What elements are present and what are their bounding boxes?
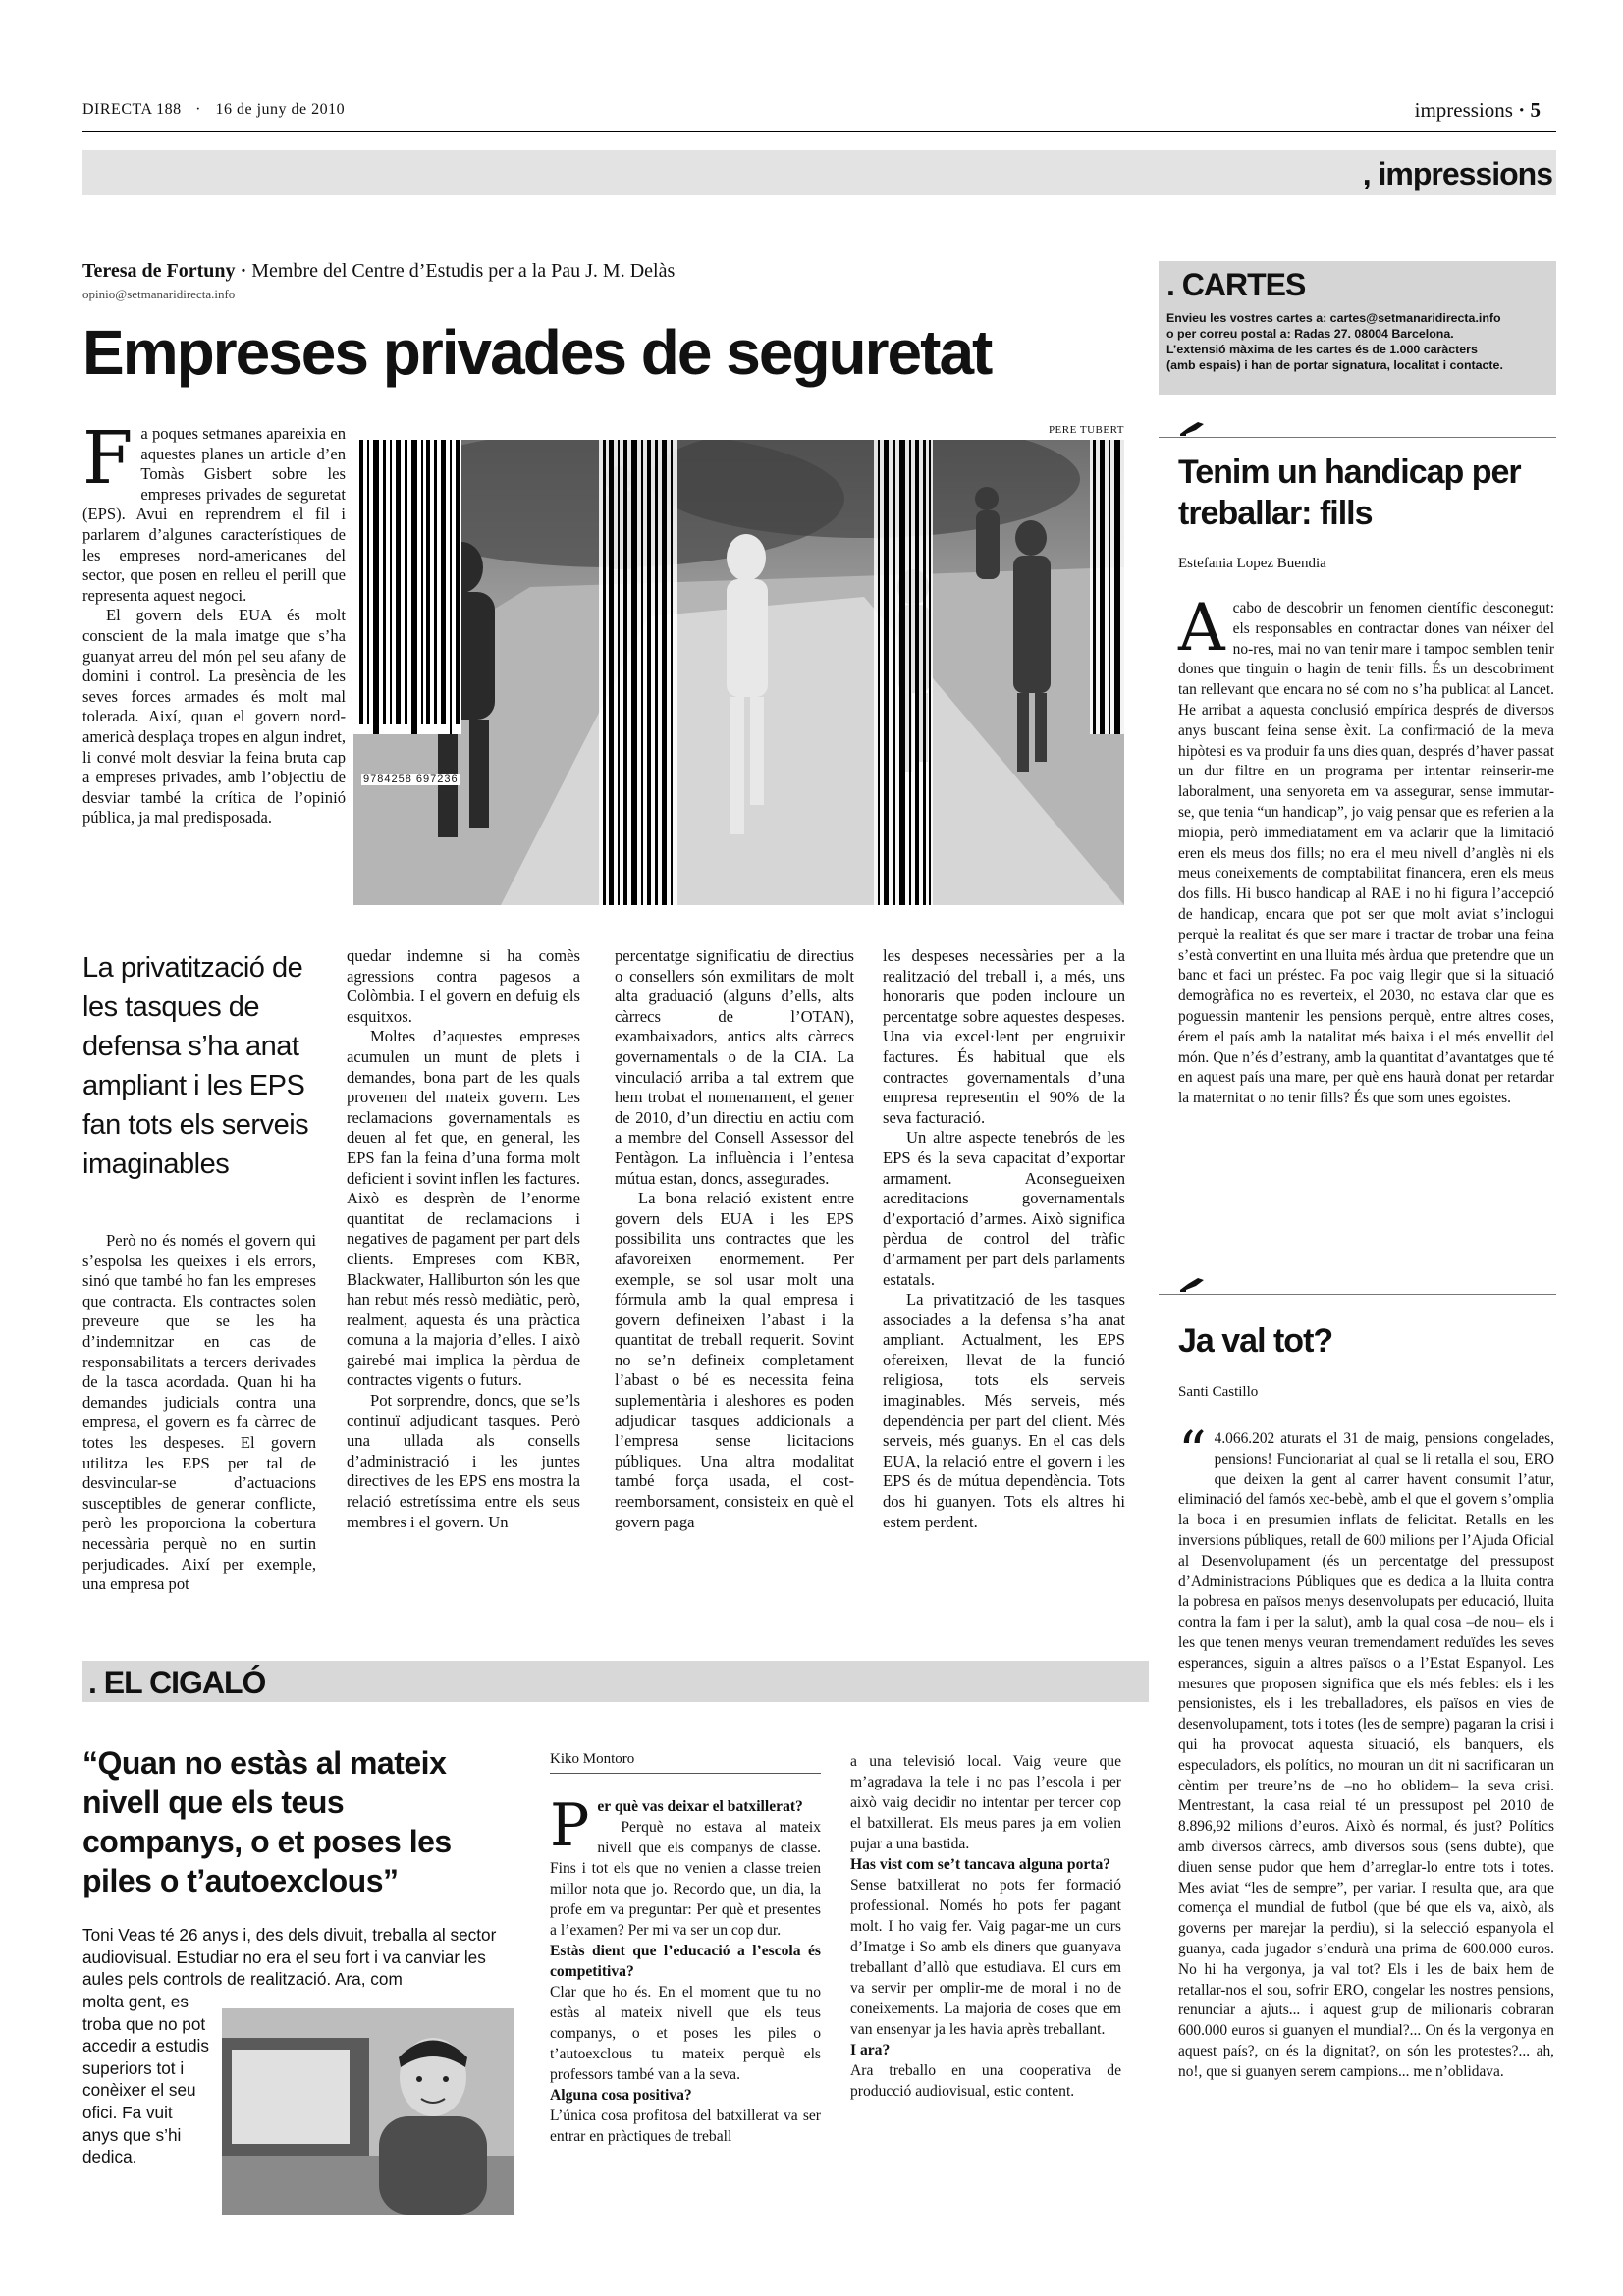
article-column-1 — [82, 416, 346, 828]
paragraph: Pot sorprendre, doncs, que se’ls continuï adjudicant tasques. Però una ullada als consells d’administració i les juntes directives de les EPS ens mostra la relació estretíssima entre els seus membres i el govern. Un — [347, 1391, 580, 1531]
drop-cap: A — [1178, 590, 1225, 666]
interview-column-1 — [550, 1791, 821, 2147]
paragraph: percentatge significatiu de directius o consellers són exmilitars de molt alta graduació (alguns d’ells, alts càrrecs de l’OTAN), exambaixadors, antics alts càrrecs governamentals o de la CIA. La vinculació arriba a tal extrem que hem trobat el nomenament, el gener de 2010, d’un directiu en actiu com a membre del Consell Assessor del Pentàgon. La influència i l’entesa mútua estan, doncs, assegurades. — [615, 946, 854, 1188]
interview-answer: a una televisió local. Vaig veure que m’agradava la tele i no pas l’escola i per això vaig decidir no intentar per tercer cop el batxillerat. Els meus pares ja em volien pujar a una bastida. — [850, 1753, 1121, 1852]
pen-icon — [1178, 418, 1206, 438]
photo-credit: PERE TUBERT — [1048, 424, 1124, 436]
paragraph: a poques setmanes apareixia en aquestes planes un article d’en Tomàs Gisbert sobre les empreses privades de seguretat (EPS). Avui en reprendrem el fil i parlarem d’algunes característiques de les empreses nord-americanes del sector, que posen en relleu el perill que representa aquest negoci. — [82, 424, 346, 605]
page-folio: impressions · 5 — [1414, 98, 1541, 122]
paragraph: quedar indemne si ha comès agressions contra pagesos a Colòmbia. I el govern en defuig els esquitxos. — [347, 946, 580, 1026]
interview-answer: Sense batxillerat no pots fer formació professional. Només ho pots fer pagant molt. I ho vaig fer. Vaig pagar-me un curs d’Imatge i So amb els diners que guanyava treballant d’allò que estudiava. El curs em va servir per omplir-me de moral i no de coneixements. La majoria de coses que em van ensenyar ja les havia après treballant. — [850, 1877, 1121, 2038]
interview-answer: Perquè no estava al mateix nivell que els companys de classe. Fins i tot els que no venien a classe treien millor nota que jo. Recordo que, un dia, la profe em va preguntar: Per què et presentes a l’examen? Per mi va ser un cop dur. — [550, 1819, 821, 1939]
author-name: Teresa de Fortuny — [82, 260, 236, 282]
cigalo-intro: Toni Veas té 26 anys i, des dels divuit, treballa al sector audiovisual. Estudiar no era el seu fort i va canviar les aules pels controls de realització. Ara, com — [82, 1925, 497, 1990]
interview-answer: Clar que ho és. En el moment que tu no estàs al mateix nivell que els teus companys, o et poses les piles o t’autoexclous tu mateix perquè els professors també van a la seva. — [550, 1984, 821, 2083]
interview-question: Alguna cosa positiva? — [550, 2087, 692, 2104]
letter-2-body — [1178, 1420, 1554, 2083]
barcode-number: 9784258 697236 — [363, 774, 459, 785]
paragraph: Però no és només el govern qui s’espolsa les queixes i els errors, sinó que també ho fan les empreses que contracta. Els contractes solen preveure que se les ha d’indemnitzar en cas de responsabilitats a tercers derivades de la tasca acordada. Quan hi ha demandes judicials contra una empresa, el govern es fa càrrec de totes les despeses. El govern utilitza les EPS per tal de desvincular-se d’actuacions susceptibles de generar conflicte, però les proporciona la cobertura necessària perquè no en surtin perjudicades. Així per exemple, una empresa pot — [82, 1231, 316, 1594]
author-role: Membre del Centre d’Estudis per a la Pau J. M. Delàs — [251, 260, 676, 282]
cigalo-intro-side: molta gent, es troba que no pot accedir a estudis superiors tot i conèixer el seu ofici. Fa vuit anys que s’hi dedica. — [82, 1992, 209, 2167]
article-column-2 — [347, 946, 580, 1532]
article-column-4 — [883, 946, 1125, 1532]
interview-answer: L’única cosa profitosa del batxillerat va ser entrar en pràctiques de treball — [550, 2108, 821, 2145]
letter-2-title: Ja val tot? — [1178, 1322, 1333, 1360]
drop-cap: P — [550, 1791, 590, 1860]
paragraph: El govern dels EUA és molt conscient de la mala imatge que s’ha guanyat arreu del món pel seu afany de domini i control. La presència de les seves forces armades és molt mal tolerada. Així, quan el govern nord-americà desplaça tropes en algun indret, li convé molt desviar la feina bruta cap a empreses privades, amb l’objectiu de desviar també la crítica de l’opinió pública, ja mal predisposada. — [82, 606, 346, 828]
section-banner — [82, 150, 1556, 195]
drop-cap: F — [82, 416, 134, 501]
article-column-1-continued — [82, 1231, 316, 1595]
paragraph: Moltes d’aquestes empreses acumulen un munt de plets i demandes, bona part de les quals provenen del mateix govern. Les reclamacions governamentals es deuen al fet que, en general, les EPS fan la feina d’una forma molt deficient i sovint inflen les factures. Això es desprèn de l’enorme quantitat de reclamacions i negatives de pagament per part dels clients. Empreses com KBR, Blackwater, Halliburton són les que han rebut més ressò mediàtic, però, realment, aquesta és una pràctica comuna a la majoria d’elles. I això gairebé mai implica la pèrdua de contractes vigents o futurs. — [347, 1027, 580, 1390]
interview-answer: Ara treballo en una cooperativa de producció audiovisual, estic content. — [850, 2062, 1121, 2100]
interview-column-2 — [850, 1751, 1121, 2102]
article-column-3 — [615, 946, 854, 1532]
photo-illustration — [353, 440, 1124, 905]
interview-question: Estàs dient que l’educació a l’escola és competitiva? — [550, 1943, 821, 1980]
folio-page-number: 5 — [1530, 98, 1541, 122]
section-banner-title: , impressions — [1362, 156, 1552, 191]
cartes-box — [1159, 261, 1556, 395]
cigalo-title: . EL CIGALÓ — [88, 1665, 266, 1700]
issue-date: 16 de juny de 2010 — [215, 101, 346, 118]
paragraph: Un altre aspecte tenebrós de les EPS és la seva capacitat d’exportar armament. Aconsegueixen acreditacions governamentals d’exportació d’armes. Això significa pèrdua de control del tràfic d’armament per part dels parlaments estatals. — [883, 1128, 1125, 1289]
folio-section: impressions — [1414, 98, 1513, 122]
paragraph: cabo de descobrir un fenomen científic desconegut: els responsables en contractar dones van néixer del no-res, mai no van tenir mare i tampoc semblen tenir dones que tinguin o hagin de tenir fills. És un descobriment tan rellevant que encara no sé com no s’ha publicat al Lancet. He arribat a aquesta conclusió empírica després de diversos anys buscant feina sense èxit. La confirmació de la meva hipòtesi es va produir fa uns dies quan, després d’haver passat un dur filtre en un programa per intentar reinserir-me laboralment, una senyoreta em va assegurar, sense immutar-se, que tenia “un handicap”, jo vaig pensar que es referien a la miopia, però immediatament em va aclarir que la limitació eren els meus dos fills; no era el meu nivell d’anglès ni els meus coneixements de comptabilitat financera, eren els meus dos fills. Hi busco handicap al RAE i no hi figura l’accepció de handicap, encara que pot ser que molt aviat s’inclogui perquè la realitat és que ser mare i tractar de trobar una feina s’està convertint en una lluita més àrdua que pretendre que un banc et faci un préstec. Fa poc vaig llegir que si la situació demogràfica no es reverteix, el 2030, no estava clar que es poguessin mantenir les pensions perquè, entre altres coses, érem el país amb la natalitat més baixa i el més envellit del món. Que n’és d’estrany, amb la quantitat d’avantatges que té en aquest país una mare, per què ens haurà donat per retardar la maternitat o no tenir fills? És que som unes egoistes. — [1178, 600, 1554, 1107]
paragraph: La bona relació existent entre govern dels EUA i les EPS possibilita uns contractes que les afavoreixen enormement. Per exemple, se sol usar molt una fórmula amb la qual empresa i govern defineixen l’abast i la quantitat de treball requerit. Sovint no se’n defineix completament l’abast o bé es necessita feina suplementària i aleshores es poden adjudicar tasques addicionals a l’empresa sense licitacions públiques. Una altra modalitat també força usada, el cost-reemborsament, consisteix en què el govern paga — [615, 1189, 854, 1531]
interviewee-photo — [222, 2008, 514, 2215]
letter-1-title: Tenim un handicap per treballar: fills — [1178, 454, 1521, 532]
cartes-title: . CARTES — [1166, 267, 1306, 302]
paragraph: les despeses necessàries per a la realització del treball i, a més, uns honoraris que poden incloure un percentatge sobre aquestes despeses. Una via excel·lent per engruixir factures. És habitual que els contractes governamentals d’una empresa representin el 90% de la seva facturació. — [883, 946, 1125, 1127]
issue-info: DIRECTA 188 · 16 de juny de 2010 — [82, 101, 346, 118]
author-email[interactable]: opinio@setmanaridirecta.info — [82, 287, 236, 301]
article-photo — [353, 440, 1124, 905]
quote-mark: “ — [1178, 1420, 1207, 1484]
byline: Teresa de Fortuny · Membre del Centre d’Estudis per a la Pau J. M. Delàs — [82, 260, 676, 282]
article-title: Empreses privades de seguretat — [82, 317, 992, 388]
letter-1-author: Estefania Lopez Buendia — [1178, 556, 1326, 571]
letter-2-author: Santi Castillo — [1178, 1384, 1259, 1400]
cigalo-author: Kiko Montoro — [550, 1751, 635, 1767]
portrait-illustration — [222, 2008, 514, 2215]
pen-icon — [1178, 1274, 1206, 1294]
cartes-info: Envieu les vostres cartes a: cartes@setmanaridirecta.info o per correu postal a: Radas 27. 08004 Barcelona. L’extensió màxima de les cartes és de 1.000 caràcters (amb espais) i han de portar signatura, localitat i contacte. — [1166, 311, 1503, 372]
cigalo-headline: “Quan no estàs al mateix nivell que els teus companys, o et poses les piles o t’autoexclous” — [82, 1745, 452, 1898]
issue-number: DIRECTA 188 — [82, 101, 182, 118]
paragraph: 4.066.202 aturats el 31 de maig, pensions congelades, pensions! Funcionariat al qual se li retalla el sou, ERO que deixen la gent al carrer havent consumit l’atur, eliminació del famós xec-bebè, amb el que el govern s’omplia la boca i en presumien inflats de felicitat. Retalls en les inversions públiques, retall de 600 milions per l’Ajuda Oficial al Desenvolupament (és un percentatge del pressupost d’Administracions Públiques que es dedica a la lluita contra la pobresa en països menys desenvolupats per educació, lluita contra la fam i per la salut), amb la qual cosa –de nou– els i les que tenen menys veuran tremendament reduïdes les seves esperances, siguin a altres països o a l’Estat Espanyol. Les mesures que proposen significa que els més febles: els i les pensionistes, els i les treballadores, els països en vies de desenvolupament, tots i totes (les de sempre) pagaran la crisi i qui ha provocat aquesta situació, els banquers, els especuladors, els polítics, no mouran un dit ni sacrificaran un cèntim per treure’ns de –no ho oblidem– la seva crisi. Mentrestant, la casa reial té un pressupost pel 2010 de 8.896,92 milions d’euros. Això és normal, és just? Polítics amb diversos càrrecs, amb diversos sous (sens dubte), que diuen sense pudor que hem d’arreglar-lo entre tots i totes. Mes aviat “les de sempre”, per variar. I resulta que, ara que comença el mundial de futbol (que bé que els va, això, als governs per marejar la perdiu), si la selecció espanyola el guanya, cada jugador s’endurà una prima de 600.000 euros. No hi ha vergonya, ja val tot? Els i les de baix hem de retallar-nos el sou, sofrir ERO, congelar les nostres pensions, renunciar a ajuts... i aquest grup de milionaris cobraran 600.000 euros si guanyen el mundial?... On és la vergonya en aquest país?, on és la dignitat?, on són les protestes?... ah, no!, que si guanyen serem campions... me n’oblidava. — [1178, 1430, 1554, 2080]
interview-question: er què vas deixar el batxillerat? — [597, 1798, 803, 1815]
pull-quote: La privatització de les tasques de defensa s’ha anat ampliant i les EPS fan tots els serveis imaginables — [82, 952, 309, 1180]
paragraph: La privatització de les tasques associades a la defensa s’ha anat ampliant. Actualment, les EPS ofereixen, llevat de la funció religiosa, tots els serveis imaginables. Més serveis, més dependència per part del client. Més serveis, més guanys. En el cas dels EUA, la relació entre el govern i les EPS és de mútua dependència. Tots dos hi guanyen. Tots els altres hi estem perdent. — [883, 1290, 1125, 1531]
letter-1-body — [1178, 590, 1554, 1109]
cigalo-banner — [82, 1661, 1149, 1702]
interview-question: Has vist com se’t tancava alguna porta? — [850, 1856, 1111, 1873]
interview-question: I ara? — [850, 2042, 891, 2058]
